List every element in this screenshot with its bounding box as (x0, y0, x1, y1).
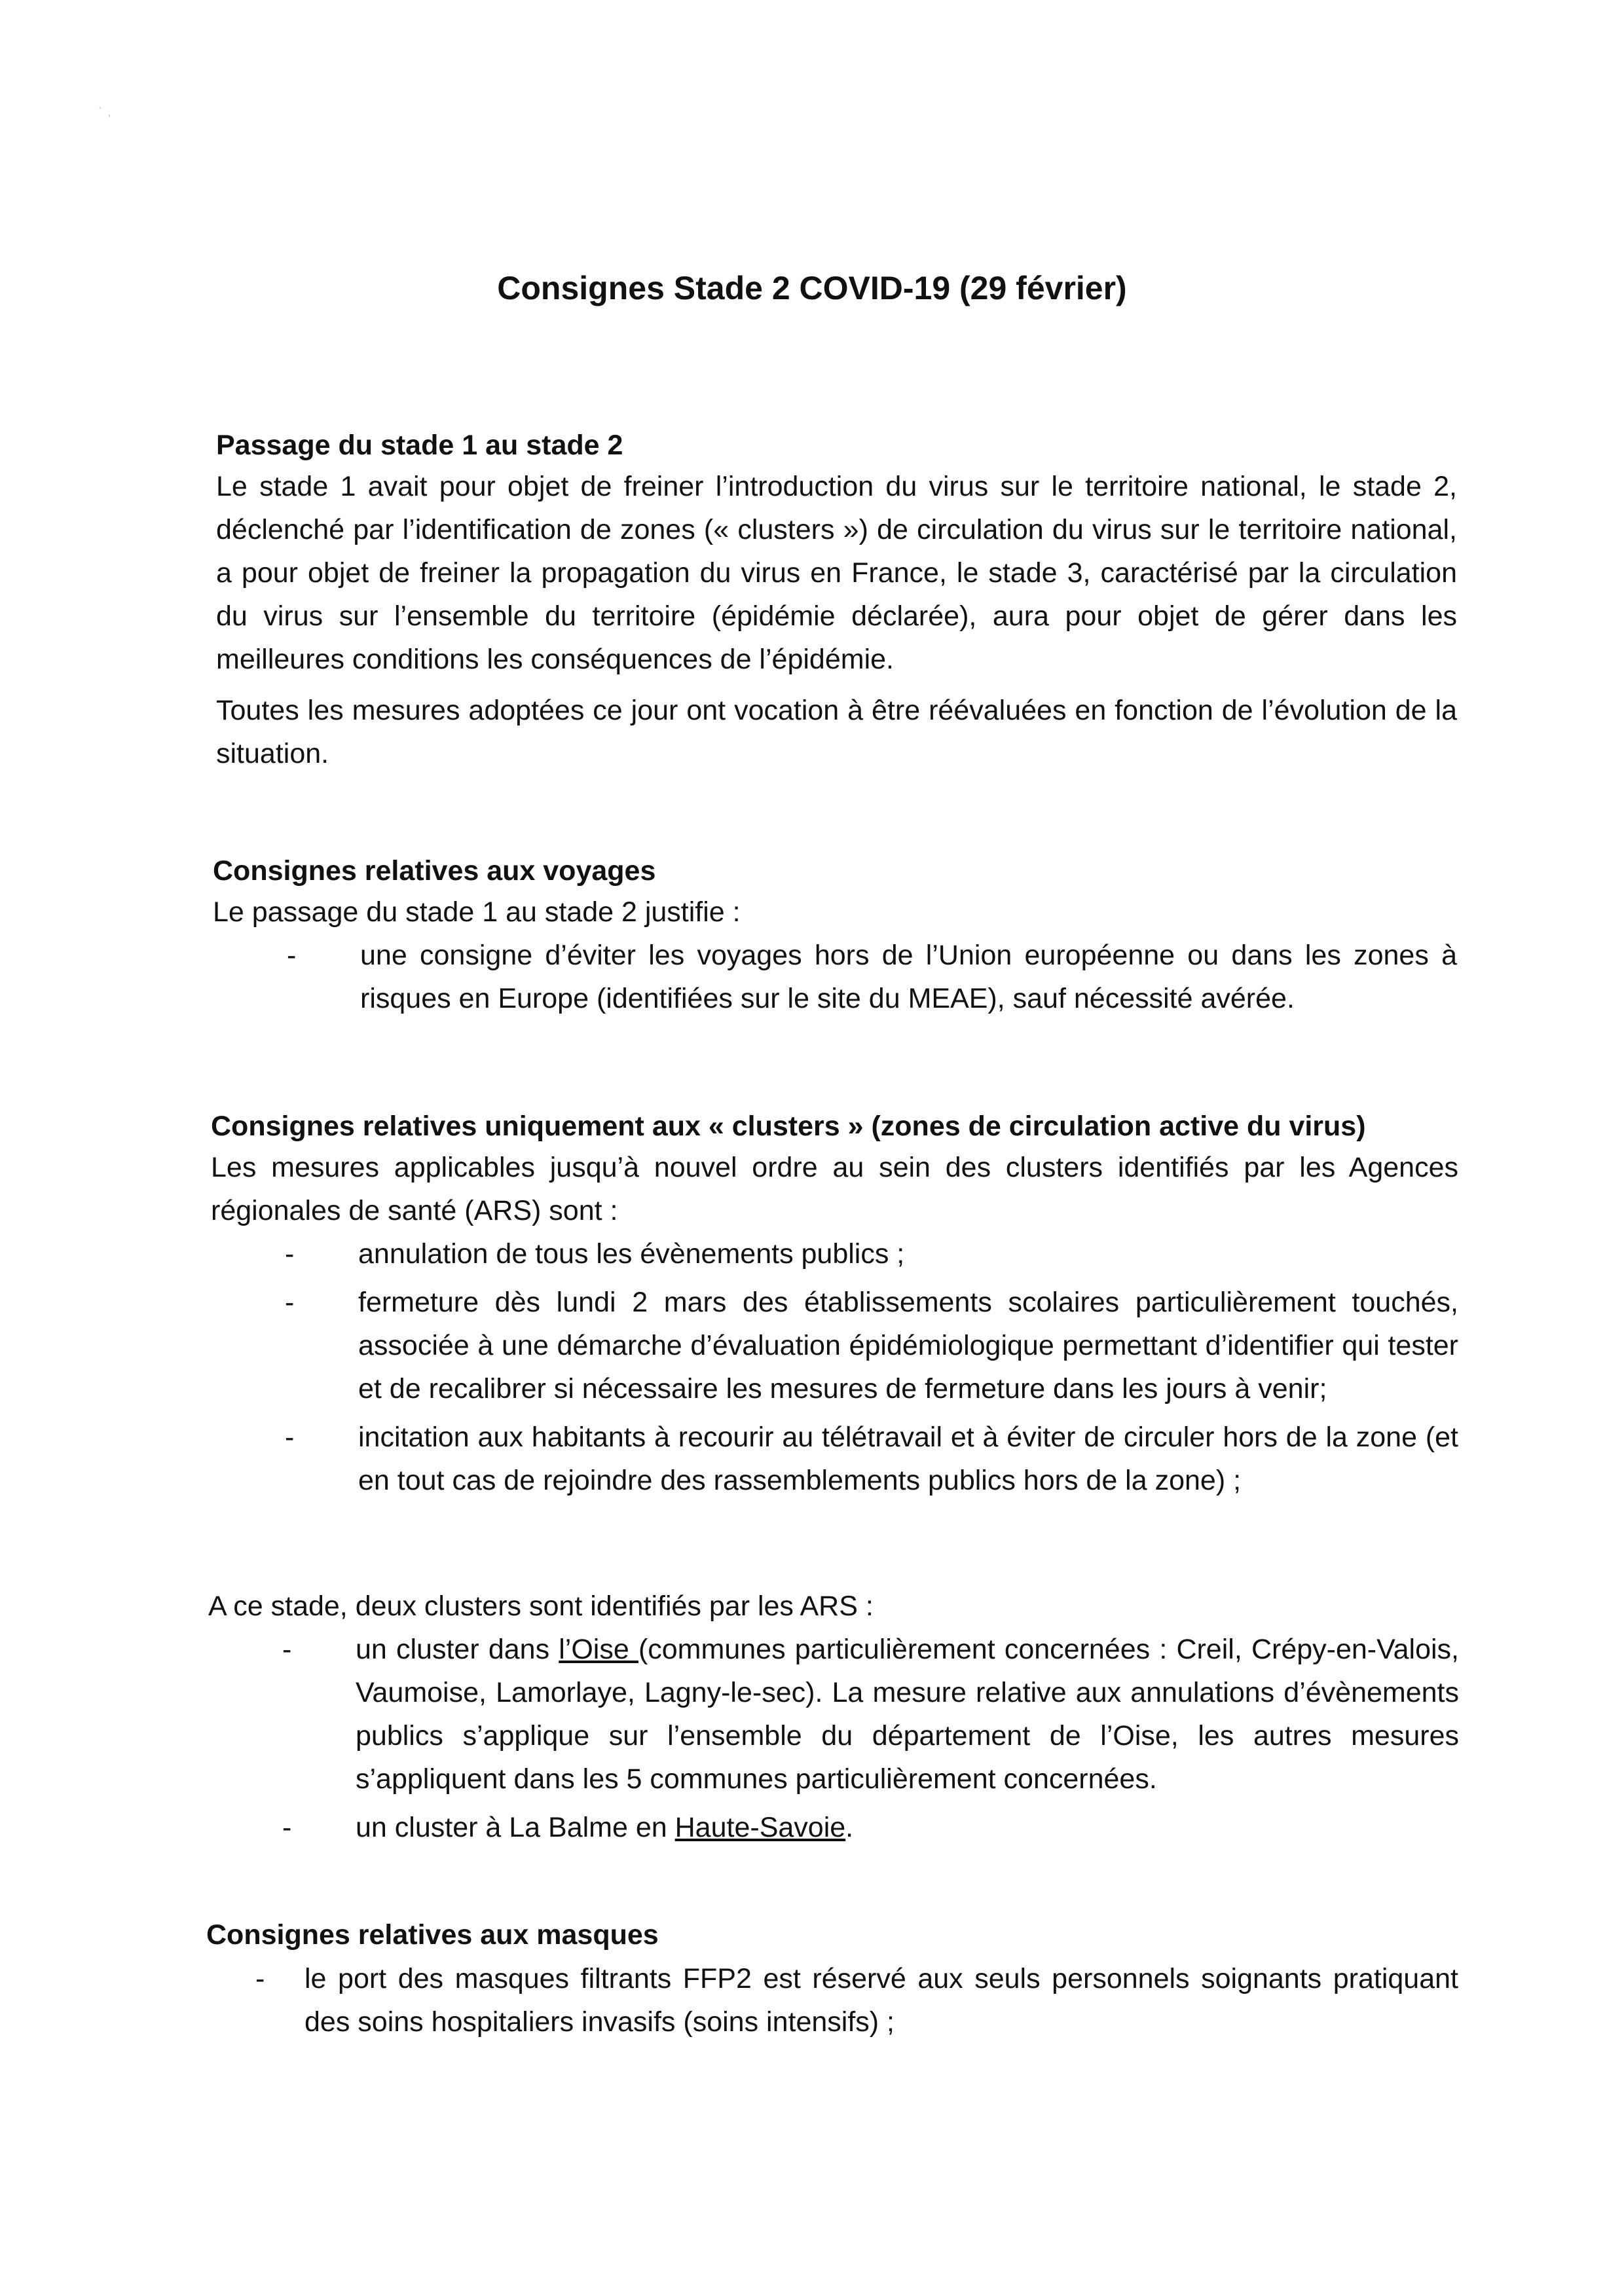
dash-bullet: - (287, 940, 297, 971)
list-item-text: le port des masques filtrants FFP2 est réservé aux seuls personnels soignants pratiquant des soins hospitaliers invasifs (soins intensifs) ; (304, 1963, 1458, 2038)
dash-bullet: - (282, 1634, 292, 1665)
list-item (285, 1416, 1458, 1502)
list-item-text: un cluster à La Balme en (356, 1812, 675, 1843)
list-item-text: (communes particulièrement concernées : Creil, Crépy-en-Valois, Vaumoise, Lamorlaye, Lagny-le-sec). La mesure relative aux annulations d’évènements publics s’applique sur l’ensemble du département de l’Oise, les autres mesures s’appliquent dans les 5 communes particulièrement concernées. (356, 1634, 1459, 1795)
section-heading: Consignes relatives aux voyages (213, 855, 656, 887)
section-heading: Consignes relatives aux masques (206, 1919, 659, 1951)
list-item-text: incitation aux habitants à recourir au télétravail et à éviter de circuler hors de la zone (et en tout cas de rejoindre des rassemblements publics hors de la zone) ; (358, 1422, 1458, 1496)
document-title: Consignes Stade 2 COVID-19 (29 février) (497, 270, 1127, 306)
dash-bullet: - (282, 1812, 292, 1843)
dash-bullet: - (285, 1238, 295, 1270)
list-item (282, 1806, 1459, 1849)
paragraph: Toutes les mesures adoptées ce jour ont vocation à être réévaluées en fonction de l’évolution de la situation. (216, 695, 1457, 769)
paragraph: Les mesures applicables jusqu’à nouvel ordre au sein des clusters identifiés par les Agences régionales de santé (ARS) sont : (211, 1152, 1458, 1226)
paragraph: Le passage du stade 1 au stade 2 justifie : (213, 896, 741, 928)
list-item (255, 1957, 1458, 2044)
list-item (285, 1232, 1458, 1276)
bullet-list (287, 934, 1457, 1020)
section-heading: Consignes relatives uniquement aux « clusters » (zones de circulation active du virus) (211, 1111, 1366, 1142)
list-item (285, 1281, 1458, 1410)
dash-bullet: - (285, 1287, 295, 1318)
list-item-text: . (845, 1812, 854, 1843)
dash-bullet: - (285, 1422, 295, 1453)
section-clusters (211, 1107, 1458, 1502)
paragraph: A ce stade, deux clusters sont identifiés par les ARS : (208, 1590, 874, 1622)
section-masques (206, 1915, 1458, 2044)
section-identified-clusters (208, 1585, 1459, 1849)
section-passage (216, 426, 1457, 775)
bullet-list (282, 1628, 1459, 1849)
list-item-text: annulation de tous les évènements publics ; (358, 1238, 905, 1270)
bullet-list (285, 1232, 1458, 1502)
dash-bullet: - (255, 1963, 265, 1994)
list-item-text: fermeture dès lundi 2 mars des établissements scolaires particulièrement touchés, associée à une démarche d’évaluation épidémiologique permettant d’identifier qui tester et de recalibrer si nécessaire les mesures de fermeture dans les jours à venir; (358, 1287, 1458, 1405)
list-item-text: une consigne d’éviter les voyages hors de l’Union européenne ou dans les zones à risques en Europe (identifiées sur le site du MEAE), sauf nécessité avérée. (360, 940, 1457, 1014)
section-voyages (213, 851, 1457, 1020)
place-name-haute-savoie: Haute-Savoie (674, 1812, 846, 1843)
list-item (287, 934, 1457, 1020)
list-item (282, 1628, 1459, 1801)
bullet-list (255, 1957, 1458, 2044)
scan-speck: ˙ ˒ (98, 105, 112, 121)
place-name-oise: l’Oise (559, 1634, 638, 1665)
section-heading: Passage du stade 1 au stade 2 (216, 430, 623, 461)
list-item-text: un cluster dans (356, 1634, 559, 1665)
paragraph: Le stade 1 avait pour objet de freiner l’introduction du virus sur le territoire national, le stade 2, déclenché par l’identification de zones (« clusters ») de circulation du virus sur le territoire national, a pour objet de freiner la propagation du virus en France, le stade 3, caractérisé par la circulation du virus sur l’ensemble du territoire (épidémie déclarée), aura pour objet de gérer dans les meilleures conditions les conséquences de l’épidémie. (216, 471, 1457, 675)
